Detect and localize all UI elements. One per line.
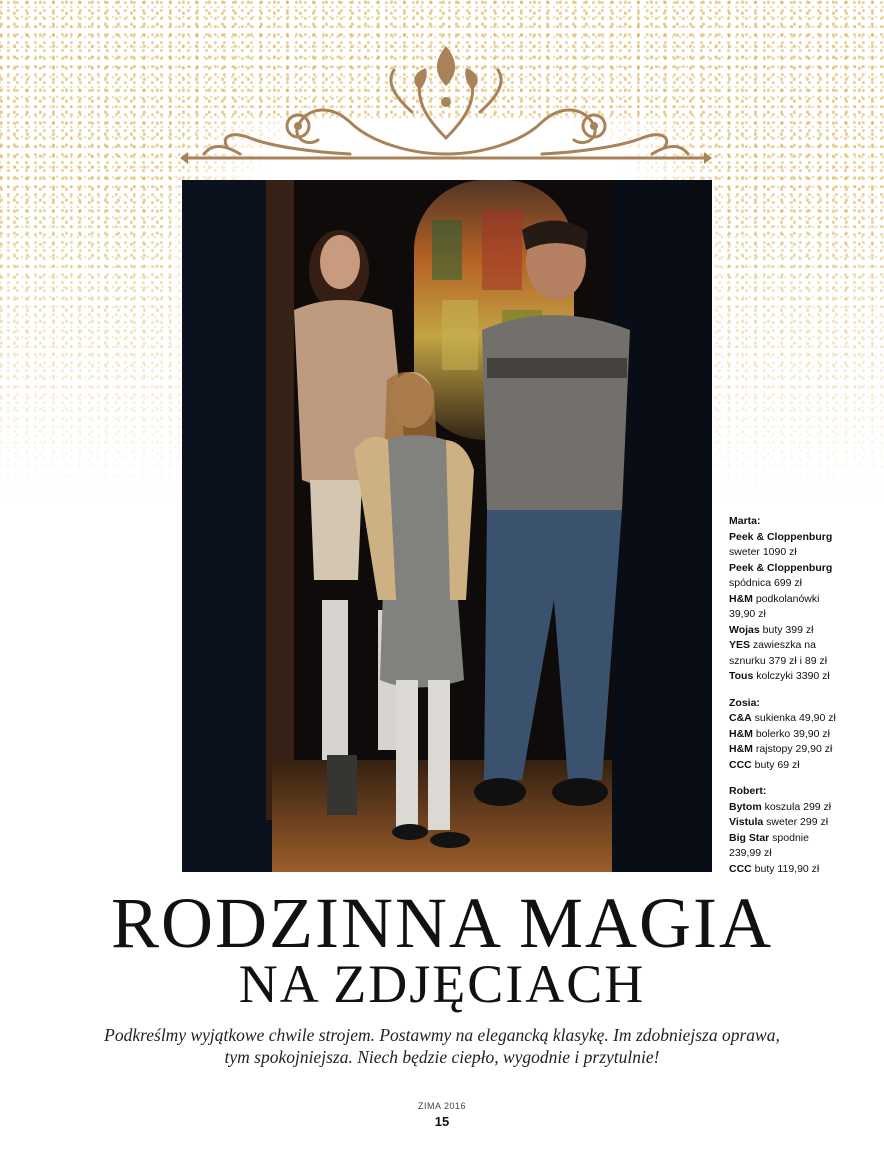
credit-brand: Big Star — [729, 831, 770, 844]
credit-item: sukienka 49,90 zł — [751, 712, 836, 724]
credit-line — [729, 727, 869, 743]
credit-group — [729, 514, 869, 685]
credit-brand: Wojas — [729, 623, 760, 636]
credit-brand: Bytom — [729, 800, 762, 813]
credit-item: buty 119,90 zł — [751, 862, 820, 875]
credit-item: zawieszka na — [750, 639, 816, 651]
credit-line — [729, 592, 869, 608]
credit-line — [729, 607, 869, 623]
credit-brand: Peek & Cloppenburg — [729, 530, 833, 543]
credit-item: 239,99 zł — [729, 847, 772, 859]
credit-line — [729, 815, 869, 831]
credit-group — [729, 784, 869, 877]
credit-brand: H&M — [729, 743, 753, 755]
credit-item: sweter 299 zł — [763, 816, 829, 828]
credit-brand: YES — [729, 639, 751, 651]
credit-brand: Vistula — [729, 816, 764, 828]
credit-line — [729, 846, 869, 862]
family-photo-illustration — [182, 180, 712, 872]
credit-line — [729, 669, 869, 685]
credit-line — [729, 711, 869, 727]
credit-line — [729, 530, 869, 546]
credit-line — [729, 758, 869, 774]
credit-line — [729, 576, 869, 592]
lead-line-2: tym spokojniejsza. Niech będzie ciepło, wygodnie i przytulnie! — [224, 1047, 660, 1067]
headline-line-2: NA ZDJĘCIACH — [238, 954, 646, 1014]
baroque-ornament — [180, 42, 712, 167]
credit-line — [729, 800, 869, 816]
credit-item: podkolanówki — [752, 592, 820, 605]
credit-line — [729, 654, 869, 670]
credit-item: sweter 1090 zł — [729, 546, 797, 558]
credit-item: sznurku 379 zł i 89 zł — [729, 654, 828, 667]
family-photo — [182, 180, 712, 872]
credit-line — [729, 545, 869, 561]
credit-brand: C&A — [729, 712, 752, 724]
outfit-credits — [729, 514, 869, 888]
credit-group — [729, 696, 869, 774]
credit-item: buty 399 zł — [759, 623, 814, 636]
credit-item: 39,90 zł — [729, 608, 766, 620]
credit-item: koszula 299 zł — [761, 800, 832, 813]
credit-line — [729, 638, 869, 654]
credit-item: buty 69 zł — [751, 758, 800, 771]
credit-item: rajstopy 29,90 zł — [752, 743, 833, 755]
credit-brand: CCC — [729, 862, 752, 875]
issue-label: ZIMA 2016 — [417, 1101, 467, 1111]
credit-line — [729, 831, 869, 847]
headline-line-1: RODZINNA MAGIA — [111, 883, 773, 963]
credit-item: kolczyki 3390 zł — [753, 670, 830, 682]
credit-line — [729, 742, 869, 758]
credit-line — [729, 561, 869, 577]
page-number: 15 — [434, 1114, 450, 1129]
credit-brand: H&M — [729, 727, 753, 740]
credit-brand: H&M — [729, 592, 753, 605]
credit-brand: CCC — [729, 758, 752, 771]
credit-person: Robert: — [729, 785, 767, 797]
credit-person: Zosia: — [729, 696, 760, 709]
credit-item: spodnie — [769, 831, 809, 844]
lead-line-1: Podkreślmy wyjątkowe chwile strojem. Postawmy na elegancką klasykę. Im zdobniejsza oprawa, — [104, 1025, 780, 1045]
credit-brand: Tous — [729, 670, 754, 682]
lead-paragraph — [60, 1024, 824, 1068]
credit-line — [729, 623, 869, 639]
credit-brand: Peek & Cloppenburg — [729, 561, 833, 574]
credit-item: spódnica 699 zł — [729, 577, 802, 589]
credit-line — [729, 862, 869, 878]
credit-item: bolerko 39,90 zł — [752, 727, 830, 740]
credit-person: Marta: — [729, 515, 761, 527]
